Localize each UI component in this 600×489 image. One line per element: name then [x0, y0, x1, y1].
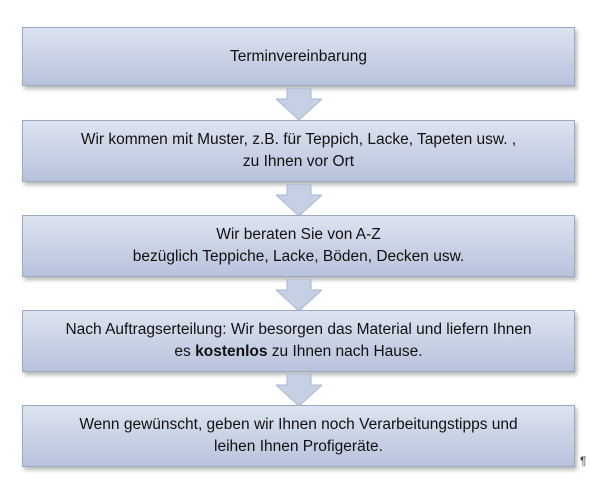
step-4-line-2-before: es	[174, 343, 196, 360]
arrow-down-icon	[276, 374, 322, 406]
step-4-line-2-after: zu Ihnen nach Hause.	[267, 343, 423, 360]
pilcrow-mark: ¶	[580, 454, 587, 468]
step-2-line-2: zu Ihnen vor Ort	[242, 153, 355, 170]
step-box-terminvereinbarung	[22, 27, 575, 86]
step-box-auftrag	[22, 310, 575, 372]
step-4-line-2	[65, 341, 531, 363]
arrow-down-icon	[276, 279, 322, 311]
step-box-muster	[22, 120, 575, 182]
arrow-down-icon	[276, 88, 322, 120]
arrow-down-icon	[276, 184, 322, 216]
step-4-bold-kostenlos: kostenlos	[195, 343, 268, 360]
step-4-line-1: Nach Auftragserteilung: Wir besorgen das Material und liefern Ihnen	[65, 321, 532, 338]
step-box-beratung	[22, 215, 575, 277]
step-3-line-2: bezüglich Teppiche, Lacke, Böden, Decken usw.	[132, 248, 465, 265]
step-2-line-1: Wir kommen mit Muster, z.B. für Teppich, Lacke, Tapeten usw. ,	[80, 131, 517, 148]
step-box-tipps	[22, 405, 575, 467]
step-3-line-1: Wir beraten Sie von A-Z	[216, 226, 381, 243]
step-5-line-2: leihen Ihnen Profigeräte.	[214, 438, 383, 455]
step-1-text: Terminvereinbarung	[230, 47, 367, 65]
step-5-line-1: Wenn gewünscht, geben wir Ihnen noch Verarbeitungstipps und	[79, 416, 518, 433]
